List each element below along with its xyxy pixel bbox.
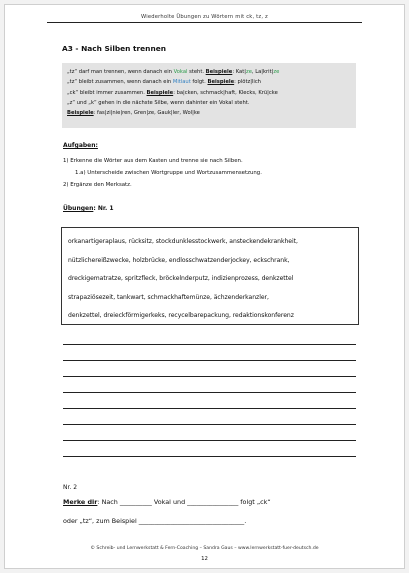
example-text: : plötz|lich: [234, 79, 261, 86]
mitlaut-highlight: Mitlaut: [172, 79, 191, 86]
example-text: , La|krit|: [251, 69, 274, 75]
rule-line-5: [67, 108, 351, 118]
task-1: 1) Erkenne die Wörter aus dem Kasten und trenne sie nach Silben.: [63, 158, 243, 164]
word-line: strapaziösezeit, tankwart, schmackhaftemünze, ächzenderkanzler,: [68, 293, 269, 301]
word-line: dreckigematratze, spritzfleck, bröckelnderputz, indizienprozess, denkzettel: [68, 275, 294, 282]
rule-box: [62, 63, 356, 128]
example-highlight: ze: [245, 69, 252, 75]
examples-label: Beispiele: [207, 79, 235, 86]
page-number: 12: [201, 556, 208, 562]
example-text: : ba|cken, schmack|haft, Klecks, Krü|cke: [173, 89, 278, 96]
rule-line-3: [67, 88, 351, 98]
writing-line[interactable]: [63, 376, 356, 377]
task-1a: 1.a) Unterscheide zwischen Wortgruppe und Wortzusammensetzung.: [75, 170, 262, 176]
examples-label: Beispiele: [205, 69, 233, 75]
exercises-heading: [63, 205, 114, 212]
rule-line-2: [67, 77, 351, 87]
example-text: : fas|zi|nie|ren, Gren|ze, Gauk|ler, Wol|ke: [93, 110, 200, 117]
word-line: denkzettel, dreieckförmigerkeks, recycelbarepackung, redaktionskonferenz: [68, 312, 294, 319]
tasks-heading: Aufgaben:: [63, 142, 98, 149]
exercise-2-heading: Nr. 2: [63, 484, 78, 491]
exercises-number: : Nr. 1: [93, 205, 114, 212]
rule-text: „tz“ darf man trennen, wenn danach ein: [67, 69, 174, 75]
page-header: Wiederholte Übungen zu Wörtern mit ck, tz, z: [141, 14, 268, 20]
examples-label: Beispiele: [67, 110, 94, 117]
rule-line-4: „z“ und „k“ gehen in die nächste Silbe, wenn dahinter ein Vokal steht.: [67, 99, 250, 106]
word-box: [61, 227, 359, 325]
writing-line[interactable]: [63, 456, 356, 457]
rule-line-1: [67, 67, 351, 77]
task-2: 2) Ergänze den Merksatz.: [63, 182, 132, 188]
writing-line[interactable]: [63, 392, 356, 393]
example-highlight: ze: [273, 69, 280, 75]
writing-line[interactable]: [63, 440, 356, 441]
rule-text: steht.: [187, 69, 206, 75]
writing-line[interactable]: [63, 408, 356, 409]
examples-label: Beispiele: [146, 89, 174, 96]
page-footer: © Schreib- und Lernwerkstatt & Fern-Coaching – Sandra Gaus – www.lernwerkstatt-fuer-deutsch.de: [90, 546, 319, 551]
merke-sentence: [63, 498, 271, 506]
rule-text: folgt.: [190, 79, 208, 86]
word-line: orkanartigeraplaus, rücksitz, stockdunklesstockwerk, ansteckendekrankheit,: [68, 238, 298, 245]
merke-sentence-line-2: oder „tz“, zum Beispiel _________________________________.: [63, 517, 247, 525]
rule-text: „tz“ bleibt zusammen, wenn danach ein: [67, 79, 173, 86]
writing-line[interactable]: [63, 344, 356, 345]
merke-label: Merke dir: [63, 498, 98, 506]
rule-text: „ck“ bleibt immer zusammen.: [67, 89, 147, 96]
word-line: nützlichereißzwecke, holzbrücke, endlosschwatzenderjockey, eckschrank,: [68, 256, 290, 264]
exercises-label: Übungen: [63, 205, 94, 212]
worksheet-page: [4, 4, 405, 569]
vokal-highlight: Vokal: [173, 69, 188, 75]
writing-line[interactable]: [63, 360, 356, 361]
example-text: : Kat|: [232, 69, 246, 75]
header-divider: [47, 22, 362, 23]
section-title: A3 - Nach Silben trennen: [62, 44, 166, 53]
merke-text: : Nach __________ Vokal und ________________ folgt „ck“: [97, 498, 271, 506]
writing-line[interactable]: [63, 424, 356, 425]
